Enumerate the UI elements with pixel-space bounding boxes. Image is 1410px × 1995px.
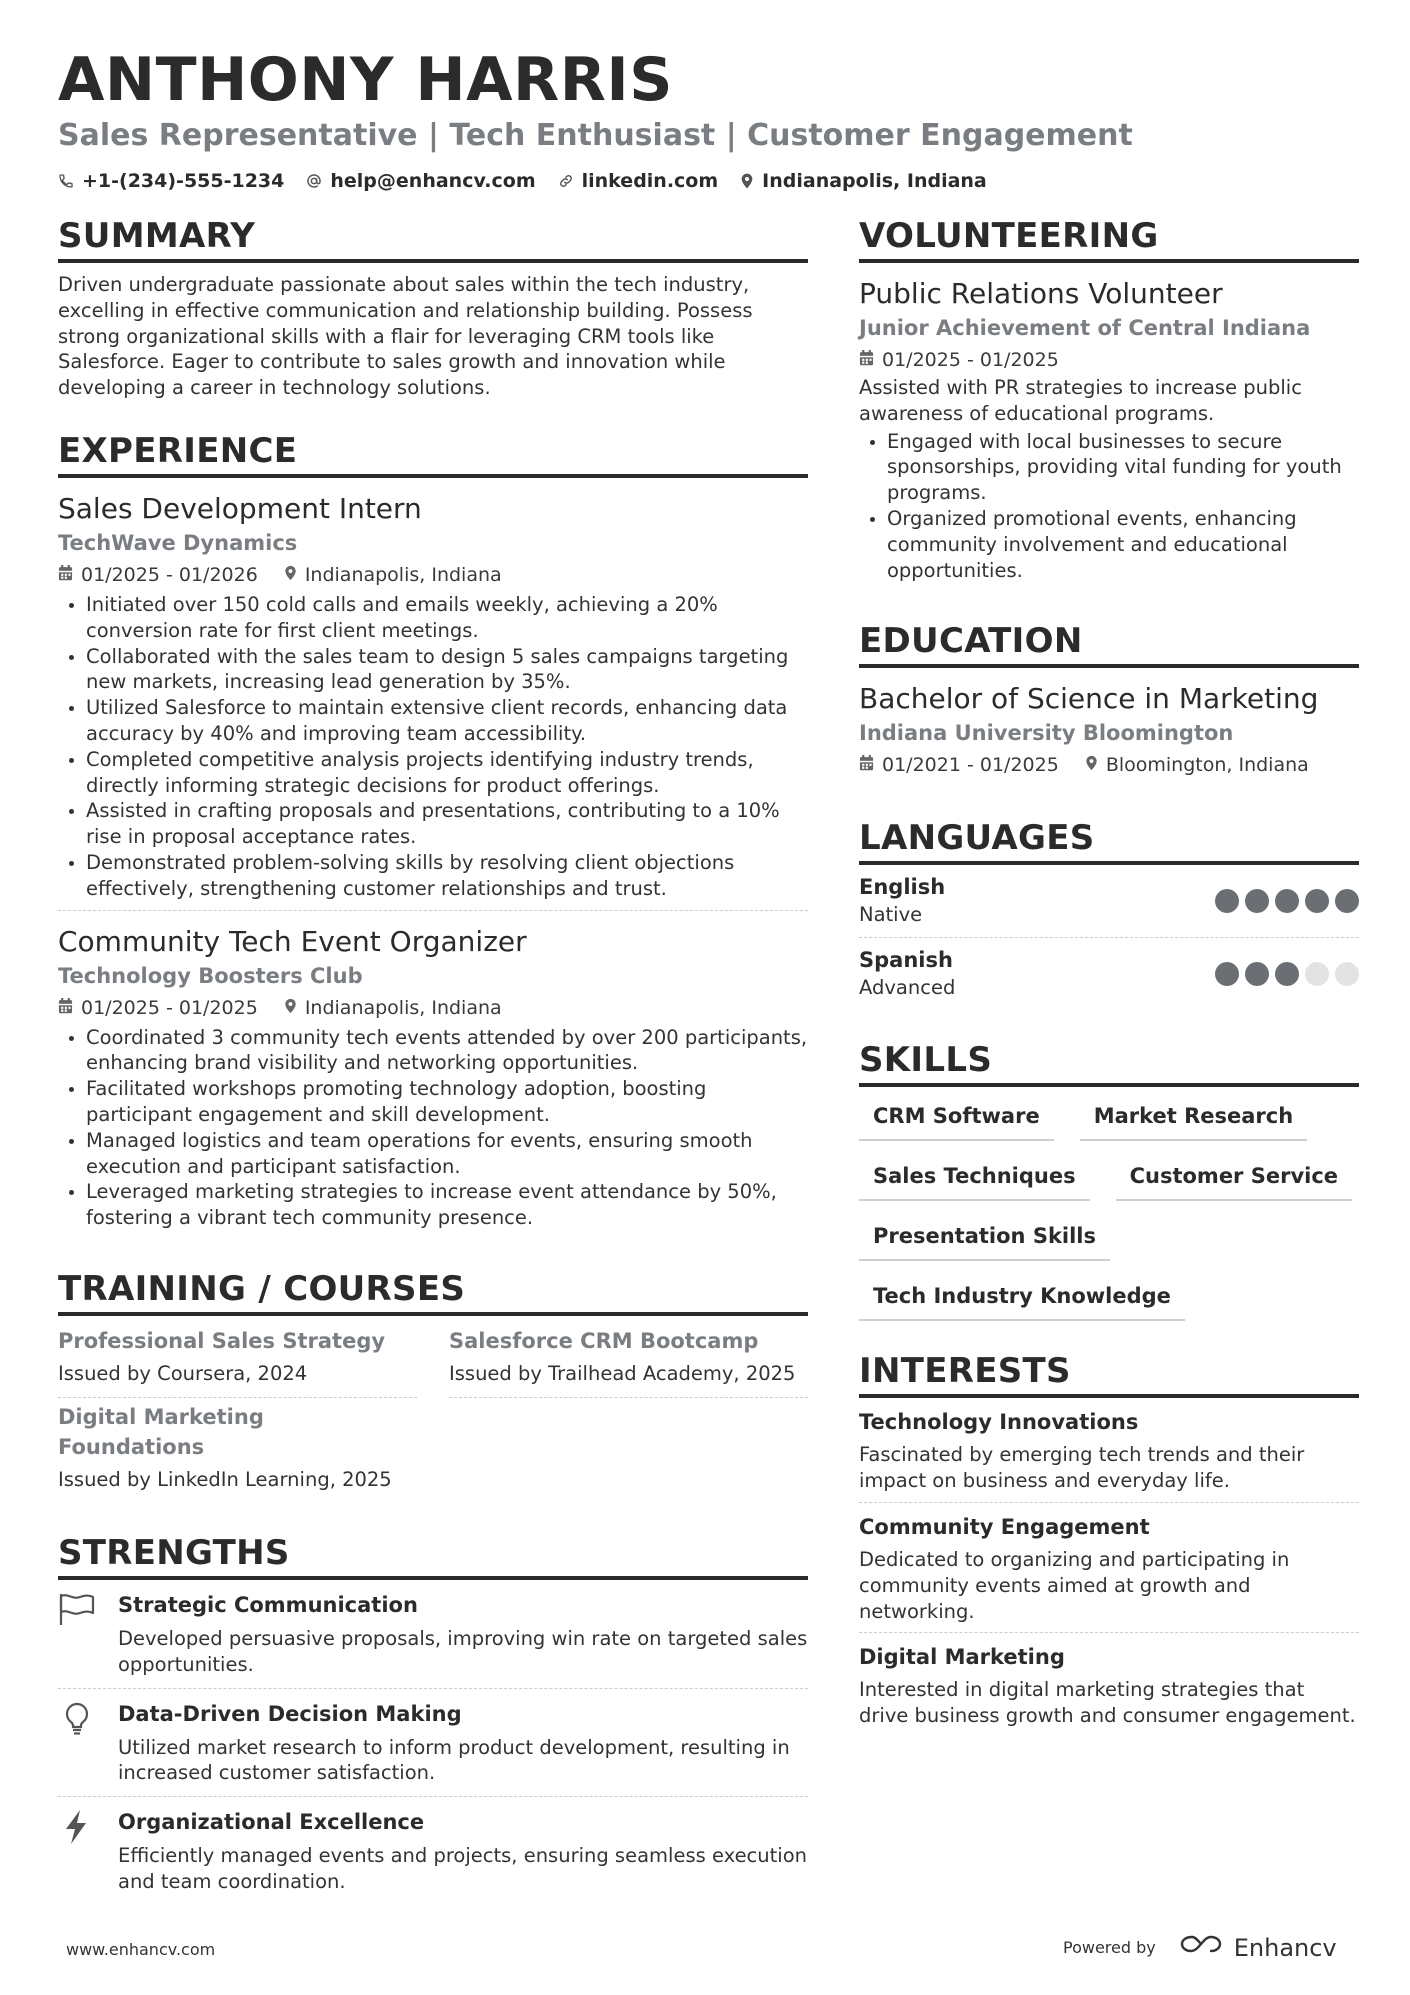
course-issuer: Issued by LinkedIn Learning, 2025 (58, 1467, 392, 1491)
contact-linkedin[interactable] (558, 168, 719, 194)
bullet-item: • Leveraged marketing strategies to increase event attendance by 50%, fostering a vibrant tech community presence. (86, 1179, 808, 1231)
volunteering-entry (859, 263, 1359, 591)
contact-email-text: help@enhancv.com (330, 170, 536, 192)
summary-text: Driven undergraduate passionate about sales within the tech industry, excelling in effective communication and relationship building. Possess strong organizational skills with a flair for leveraging CRM tools like Salesforce. Eager to contribute to sales growth and innovation while developing a career in technology solutions. (58, 273, 753, 400)
course-issuer: Issued by Coursera, 2024 (58, 1361, 308, 1385)
training-section (58, 1267, 808, 1503)
bullet-item: • Assisted in crafting proposals and presentations, contributing to a 10% rise in proposal acceptance rates. (86, 798, 808, 850)
candidate-name: ANTHONY HARRIS (58, 45, 673, 115)
job-bullets (58, 592, 808, 902)
skill-tag: Tech Industry Knowledge (859, 1277, 1185, 1321)
calendar-icon (58, 993, 73, 1023)
education-location-text: Bloomington, Indiana (1105, 754, 1309, 777)
strength-title: Organizational Excellence (118, 1810, 425, 1835)
course-issuer: Issued by Trailhead Academy, 2025 (449, 1361, 796, 1385)
bullet-item: • Facilitated workshops promoting technology adoption, boosting participant engagement and skill development. (86, 1076, 808, 1128)
language-name: English (859, 875, 946, 900)
job-dates (58, 560, 258, 590)
job-bullets (58, 1025, 808, 1231)
contact-linkedin-text: linkedin.com (581, 170, 719, 192)
section-title-volunteering: VOLUNTEERING (859, 214, 1359, 263)
course-name: Salesforce CRM Bootcamp (449, 1328, 759, 1353)
course-item (58, 1398, 417, 1503)
section-title-education: EDUCATION (859, 619, 1359, 668)
enhancv-logo-icon (1178, 1932, 1224, 1963)
education-location (1085, 750, 1309, 780)
job-meta (58, 993, 808, 1023)
volunteer-dates-text: 01/2025 - 01/2025 (882, 349, 1059, 371)
education-dates-text: 01/2021 - 01/2025 (882, 754, 1059, 777)
bullet-item: • Managed logistics and team operations for events, ensuring smooth execution and participant satisfaction. (86, 1128, 808, 1180)
calendar-icon (58, 560, 73, 590)
footer-branding[interactable] (1063, 1932, 1337, 1963)
strength-item (58, 1580, 808, 1689)
location-pin-icon (740, 173, 754, 189)
interest-item (859, 1632, 1359, 1737)
language-item (859, 865, 1359, 937)
rating-dot-filled (1215, 962, 1239, 986)
bullet-item: • Engaged with local businesses to secure sponsorships, providing vital funding for youth programs. (887, 429, 1359, 506)
interests-section (859, 1349, 1359, 1737)
language-level: Native (859, 903, 923, 927)
bullet-item: • Utilized Salesforce to maintain extensive client records, enhancing data accuracy by 40% and improving team accessibility. (86, 695, 808, 747)
degree: Bachelor of Science in Marketing (859, 682, 1319, 716)
section-title-skills: SKILLS (859, 1038, 1359, 1087)
language-rating (1215, 962, 1359, 986)
lightbulb-icon (58, 1699, 118, 1787)
volunteer-description: Assisted with PR strategies to increase public awareness of educational programs. (859, 376, 1302, 425)
job-location (284, 560, 502, 590)
education-section (859, 619, 1359, 788)
rating-dot-filled (1275, 889, 1299, 913)
section-title-training: TRAINING / COURSES (58, 1267, 808, 1316)
interest-item (859, 1502, 1359, 1632)
education-meta (859, 750, 1359, 780)
powered-by-label: Powered by (1063, 1937, 1156, 1957)
left-column (58, 214, 808, 1933)
bullet-item: • Initiated over 150 cold calls and emails weekly, achieving a 20% conversion rate for first client meetings. (86, 592, 808, 644)
job-dates-text: 01/2025 - 01/2025 (81, 996, 258, 1019)
interest-title: Digital Marketing (859, 1645, 1065, 1670)
strength-description: Developed persuasive proposals, improving win rate on targeted sales opportunities. (118, 1626, 808, 1676)
contact-phone[interactable] (58, 168, 284, 194)
course-item (58, 1322, 417, 1398)
calendar-icon (859, 750, 874, 780)
course-name: Professional Sales Strategy (58, 1328, 386, 1353)
skill-tag: Market Research (1080, 1097, 1308, 1141)
interest-title: Technology Innovations (859, 1410, 1139, 1435)
experience-section (58, 429, 808, 1239)
bullet-item: • Demonstrated problem-solving skills by resolving client objections effectively, strengthening customer relationships and trust. (86, 850, 808, 902)
contact-location-text: Indianapolis, Indiana (762, 170, 987, 192)
strengths-section (58, 1531, 808, 1905)
job-dates (58, 993, 258, 1023)
job-meta (58, 560, 808, 590)
strength-title: Strategic Communication (118, 1592, 418, 1617)
location-pin-icon (1085, 750, 1098, 780)
interest-description: Interested in digital marketing strategies that drive business growth and consumer engagement. (859, 1678, 1356, 1728)
company-name: TechWave Dynamics (58, 530, 298, 555)
phone-icon (58, 173, 74, 189)
volunteering-section (859, 214, 1359, 591)
rating-dot-empty (1335, 962, 1359, 986)
strength-item (58, 1689, 808, 1798)
volunteer-organization: Junior Achievement of Central Indiana (859, 316, 1311, 340)
right-column (859, 214, 1359, 1765)
location-pin-icon (284, 993, 297, 1023)
job-title: Sales Development Intern (58, 491, 422, 525)
footer-website[interactable]: www.enhancv.com (66, 1940, 216, 1959)
skill-tag: Customer Service (1116, 1157, 1352, 1201)
bullet-item: • Organized promotional events, enhancing community involvement and educational opportunities. (887, 506, 1359, 583)
rating-dot-empty (1305, 962, 1329, 986)
contact-bar (58, 168, 987, 194)
company-name: Technology Boosters Club (58, 963, 363, 988)
section-title-summary: SUMMARY (58, 214, 808, 263)
link-icon (558, 173, 574, 189)
rating-dot-filled (1245, 962, 1269, 986)
strength-title: Data-Driven Decision Making (118, 1701, 462, 1726)
interest-item (859, 1398, 1359, 1502)
candidate-headline: Sales Representative | Tech Enthusiast | Customer Engagement (58, 118, 1133, 153)
section-title-experience: EXPERIENCE (58, 429, 808, 478)
contact-location (740, 168, 987, 194)
job-dates-text: 01/2025 - 01/2026 (81, 563, 258, 586)
section-title-strengths: STRENGTHS (58, 1531, 808, 1580)
calendar-icon (859, 345, 874, 375)
rating-dot-filled (1275, 962, 1299, 986)
volunteer-meta (859, 345, 1359, 375)
brand-logo (1178, 1932, 1337, 1963)
volunteer-role: Public Relations Volunteer (859, 277, 1223, 310)
course-item (449, 1322, 808, 1398)
rating-dot-filled (1335, 889, 1359, 913)
language-name: Spanish (859, 948, 953, 973)
volunteer-dates (859, 345, 1059, 375)
interest-description: Dedicated to organizing and participating in community events aimed at growth and networking. (859, 1547, 1290, 1623)
bullet-item: • Completed competitive analysis projects identifying industry trends, directly informing strategic decisions for product offerings. (86, 747, 808, 799)
job-location (284, 993, 502, 1023)
course-name: Digital Marketing Foundations (58, 1404, 264, 1459)
skill-tag: Sales Techniques (859, 1157, 1090, 1201)
job-location-text: Indianapolis, Indiana (304, 563, 502, 586)
strength-description: Utilized market research to inform product development, resulting in increased customer satisfaction. (118, 1735, 790, 1785)
at-icon (306, 173, 322, 189)
volunteer-bullets (859, 429, 1359, 584)
skills-section (859, 1038, 1359, 1321)
experience-entry (58, 910, 808, 1239)
skill-tag: CRM Software (859, 1097, 1054, 1141)
languages-section (859, 816, 1359, 1010)
skill-tag: Presentation Skills (859, 1217, 1110, 1261)
flag-icon (58, 1590, 118, 1678)
bullet-item: • Coordinated 3 community tech events attended by over 200 participants, enhancing brand visibility and networking opportunities. (86, 1025, 808, 1077)
brand-name: Enhancv (1233, 1933, 1337, 1962)
interest-title: Community Engagement (859, 1514, 1150, 1539)
language-item (859, 937, 1359, 1010)
language-level: Advanced (859, 976, 956, 1000)
interest-description: Fascinated by emerging tech trends and their impact on business and everyday life. (859, 1443, 1305, 1493)
rating-dot-filled (1215, 889, 1239, 913)
bullet-item: • Collaborated with the sales team to design 5 sales campaigns targeting new markets, increasing lead generation by 35%. (86, 644, 808, 696)
skill-list (859, 1097, 1359, 1321)
section-title-interests: INTERESTS (859, 1349, 1359, 1398)
education-entry (859, 668, 1359, 788)
contact-phone-text: +1-(234)-555-1234 (82, 170, 285, 192)
rating-dot-filled (1245, 889, 1269, 913)
school-name: Indiana University Bloomington (859, 721, 1234, 746)
section-title-languages: LANGUAGES (859, 816, 1359, 865)
course-list (58, 1322, 808, 1503)
lightning-bolt-icon (58, 1807, 118, 1895)
contact-email[interactable] (306, 168, 535, 194)
job-title: Community Tech Event Organizer (58, 924, 527, 958)
strength-item (58, 1797, 808, 1905)
location-pin-icon (284, 560, 297, 590)
job-location-text: Indianapolis, Indiana (304, 996, 502, 1019)
experience-entry (58, 478, 808, 910)
education-dates (859, 750, 1059, 780)
language-rating (1215, 889, 1359, 913)
summary-section (58, 214, 808, 401)
rating-dot-filled (1305, 889, 1329, 913)
strength-description: Efficiently managed events and projects, ensuring seamless execution and team coordination. (118, 1844, 807, 1893)
